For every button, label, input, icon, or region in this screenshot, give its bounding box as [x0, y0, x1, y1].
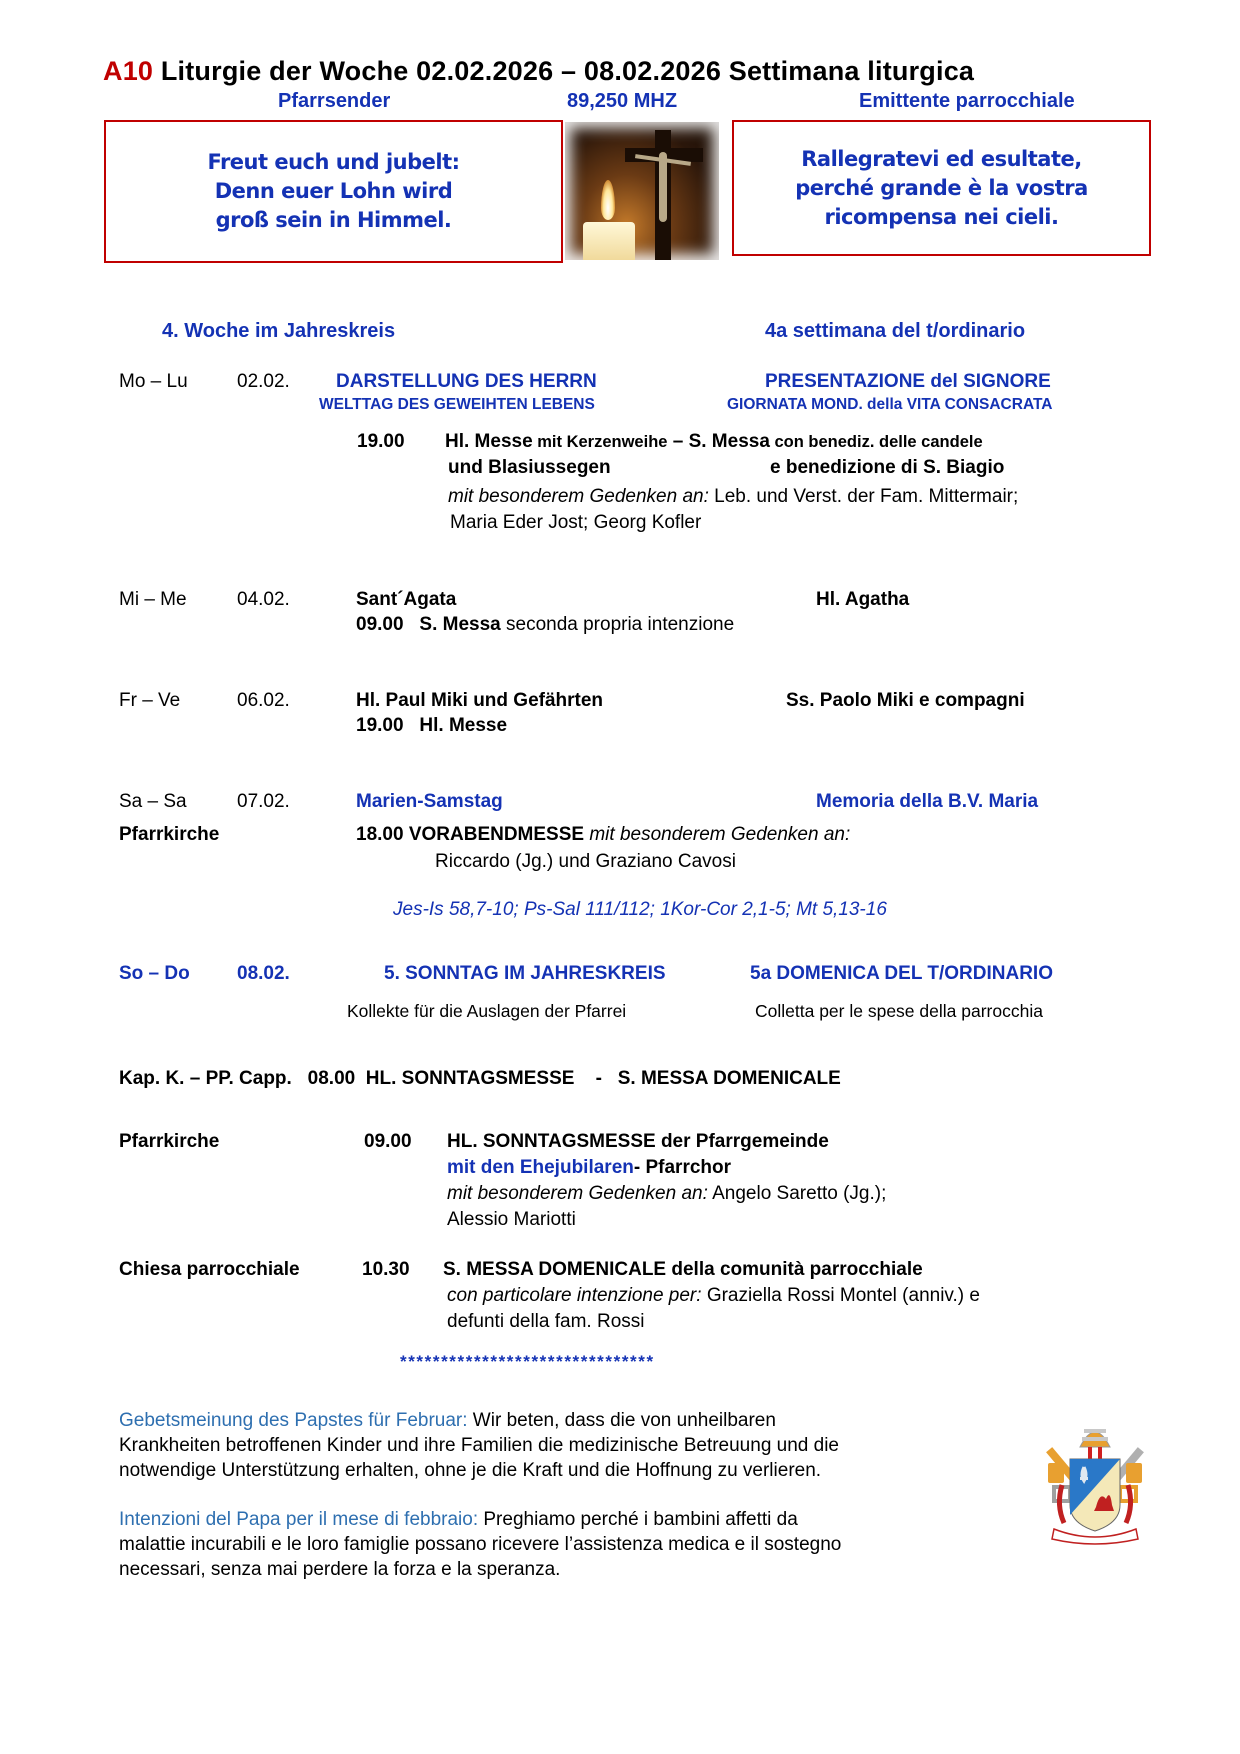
feast-de: Marien-Samstag [356, 791, 503, 812]
place-label: Pfarrkirche [119, 1131, 220, 1152]
memorial-names-2: Alessio Mariotti [447, 1209, 576, 1230]
choir-label: - Pfarrchor [633, 1157, 732, 1178]
mass-it-line2: e benedizione di S. Biagio [770, 457, 1005, 478]
quote-line: ricompensa nei cieli. [824, 204, 1059, 229]
candle-crucifix-image [565, 122, 719, 260]
saint-de: Hl. Paul Miki und Gefährten [356, 690, 604, 711]
intention-names-2: defunti della fam. Rossi [447, 1311, 645, 1332]
date-label: 08.02. [237, 963, 290, 984]
saint-it: Sant´Agata [356, 589, 457, 610]
feast-de: 5. SONNTAG IM JAHRESKREIS [384, 963, 666, 984]
feast-sub-de: WELTTAG DES GEWEIHTEN LEBENS [319, 396, 595, 413]
dash: – [667, 431, 689, 452]
intention-names: Graziella Rossi Montel (anniv.) e [701, 1285, 980, 1306]
jubilee-couples: mit den Ehejubilaren [447, 1157, 634, 1178]
prayer-intention-de [119, 1408, 839, 1483]
intention [447, 1285, 980, 1307]
mass-time: 09.00 [364, 1131, 412, 1152]
mass-note: seconda propria intenzione [500, 614, 735, 635]
prayer-text: notwendige Unterstützung erhalten, ohne je die Kraft und die Hoffnung zu verlieren. [119, 1460, 822, 1481]
collect-it: Colletta per le spese della parrocchia [755, 1001, 1043, 1021]
quote-line: Rallegratevi ed esultate, [801, 146, 1082, 171]
mass-title: HL. SONNTAGSMESSE der Pfarrgemeinde [447, 1131, 829, 1152]
prayer-text: necessari, senza mai perdere la forza e la speranza. [119, 1559, 561, 1580]
feast-sub-it: GIORNATA MOND. della VITA CONSACRATA [727, 396, 1053, 413]
radio-frequency: 89,250 MHZ [567, 90, 678, 112]
saint-de: Hl. Agatha [816, 589, 910, 610]
mass-it-detail: con benediz. delle candele [769, 433, 983, 451]
date-label: 06.02. [237, 690, 290, 711]
prayer-intention-it [119, 1507, 841, 1582]
quote-box-it [732, 120, 1151, 256]
memorial-names: Angelo Saretto (Jg.); [707, 1183, 887, 1204]
mass-de: Hl. Messe [445, 431, 533, 452]
memorial [447, 1183, 886, 1205]
saint-it: Ss. Paolo Miki e compagni [786, 690, 1025, 711]
radio-label-it: Emittente parrocchiale [859, 90, 1075, 112]
papal-coat-of-arms-icon [1040, 1415, 1150, 1545]
asterisk-separator: ******************************* [400, 1352, 655, 1371]
day-label: So – Do [119, 963, 190, 984]
place-label: Pfarrkirche [119, 824, 220, 845]
quote-de [207, 148, 459, 235]
week-heading-de: 4. Woche im Jahreskreis [162, 320, 396, 342]
memorial-label: mit besonderem Gedenken an: [447, 1183, 708, 1204]
mass-it: S. MESSA DOMENICALE [617, 1068, 841, 1089]
quote-line: Denn euer Lohn wird [214, 179, 453, 203]
prayer-text: Wir beten, dass die von unheilbaren [467, 1410, 776, 1431]
day-label: Mo – Lu [119, 371, 188, 392]
day-label: Fr – Ve [119, 690, 181, 711]
date-label: 04.02. [237, 589, 290, 610]
prayer-text: Krankheiten betroffenen Kinder und ihre Familien die medizinische Betreuung und die [119, 1435, 839, 1456]
feast-it: Memoria della B.V. Maria [816, 791, 1039, 812]
mass-line [356, 824, 850, 846]
quote-box-de [104, 120, 563, 263]
date-label: 07.02. [237, 791, 290, 812]
mass-title: Hl. Messe [419, 715, 508, 736]
readings: Jes-Is 58,7-10; Ps-Sal 111/112; 1Kor-Cor 2,1-5; Mt 5,13-16 [393, 899, 887, 920]
title-text: Liturgie der Woche 02.02.2026 – 08.02.2026 Settimana liturgica [160, 56, 975, 86]
mass-title: S. MESSA DOMENICALE della comunità parrocchiale [443, 1259, 923, 1280]
mass-choir [447, 1157, 731, 1179]
feast-it: 5a DOMENICA DEL T/ORDINARIO [750, 963, 1053, 984]
mass-time: 19.00 [357, 431, 405, 452]
collect-de: Kollekte für die Auslagen der Pfarrei [347, 1001, 627, 1021]
day-label: Mi – Me [119, 589, 187, 610]
intention-label: con particolare intenzione per: [447, 1285, 702, 1306]
memorial-names: Riccardo (Jg.) und Graziano Cavosi [435, 851, 736, 872]
memorial-names-2: Maria Eder Jost; Georg Kofler [450, 512, 702, 533]
radio-label-de: Pfarrsender [278, 90, 391, 112]
separator-dash: - [595, 1068, 602, 1089]
mass-it: S. Messa [688, 431, 770, 452]
memorial-names: Leb. und Verst. der Fam. Mittermair; [708, 486, 1019, 507]
day-label: Sa – Sa [119, 791, 187, 812]
quote-line: groß sein in Himmel. [215, 208, 452, 232]
memorial-label: mit besonderem Gedenken an: [448, 486, 709, 507]
mass-title: 18.00 VORABENDMESSE [356, 824, 585, 845]
prayer-text: Preghiamo perché i bambini affetti da [478, 1509, 798, 1530]
mass-chapel [119, 1068, 841, 1090]
memorial-label: mit besonderem Gedenken an: [584, 824, 851, 845]
prayer-label-it: Intenzioni del Papa per il mese di febbraio: [119, 1509, 479, 1530]
memorial [448, 486, 1018, 508]
quote-line: perché grande è la vostra [795, 175, 1088, 200]
week-heading-it: 4a settimana del t/ordinario [765, 320, 1026, 342]
mass-line [356, 715, 507, 737]
mass-description [445, 431, 983, 453]
mass-time: 10.30 [362, 1259, 410, 1280]
mass-de: HL. SONNTAGSMESSE [365, 1068, 575, 1089]
place-label: Chiesa parrocchiale [119, 1259, 300, 1280]
quote-line: Freut euch und jubelt: [207, 150, 460, 174]
mass-de-detail: mit Kerzenweihe [532, 433, 668, 451]
feast-de: DARSTELLUNG DES HERRN [336, 371, 597, 392]
mass-line [356, 614, 734, 636]
document-code: A10 [103, 56, 154, 86]
quote-it [795, 145, 1088, 232]
mass-time: 19.00 [356, 715, 404, 736]
mass-de-line2: und Blasiussegen [448, 457, 611, 478]
feast-it: PRESENTAZIONE del SIGNORE [765, 371, 1051, 392]
prayer-text: malattie incurabili e le loro famiglie possano ricevere l’assistenza medica e il sostegno [119, 1534, 842, 1555]
page-title [103, 56, 974, 87]
place-label: Kap. K. – PP. Capp. [119, 1068, 292, 1089]
mass-time: 08.00 [307, 1068, 356, 1089]
prayer-label-de: Gebetsmeinung des Papstes für Februar: [119, 1410, 468, 1431]
mass-title: S. Messa [419, 614, 501, 635]
date-label: 02.02. [237, 371, 290, 392]
mass-time: 09.00 [356, 614, 404, 635]
